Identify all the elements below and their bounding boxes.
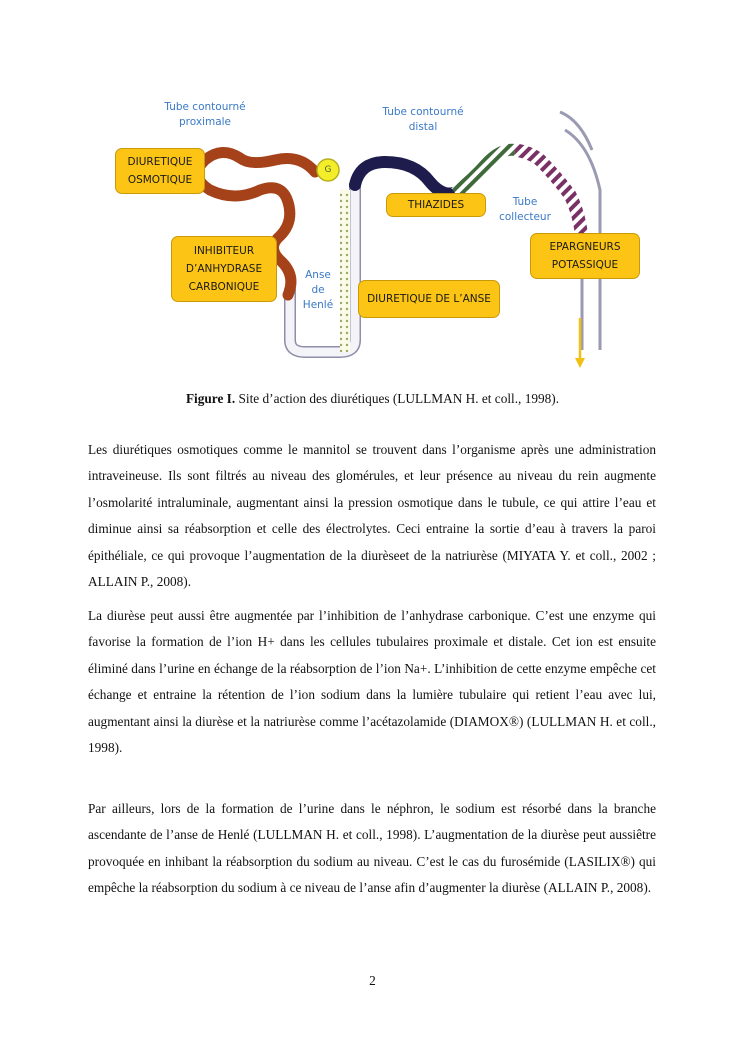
label-tube-proximal: Tube contourné proximale [164, 101, 246, 128]
caption-text: Site d’action des diurétiques (LULLMAN H. et coll., 1998). [235, 391, 560, 406]
box-inhibiteur-anhydrase: INHIBITEUR D’ANHYDRASE CARBONIQUE [171, 236, 277, 302]
distal-tubule [355, 162, 460, 194]
paragraph-henle: Par ailleurs, lors de la formation de l’urine dans le néphron, le sodium est résorbé dans la branche ascendante de l’anse de Henlé (LULLMAN H. et coll., 1998). L’augmentation de la diurèse peut aussiêtre provoquée en inhibant la réabsorption du sodium au niveau. C’est le cas du furosémide (LASILIX®) qui empêche la réabsorption du sodium à ce niveau de l’anse afin d’augmenter la diurèse (ALLAIN P., 2008). [88, 801, 656, 896]
label-tube-distal: Tube contourné distal [382, 106, 464, 133]
label-anse-henle: Anse de Henlé [302, 269, 334, 311]
figure-caption [0, 391, 745, 407]
box-diuretique-anse: DIURETIQUE DE L’ANSE [358, 280, 500, 318]
page-number: 2 [369, 973, 376, 988]
box-epargneurs-potassique: EPARGNEURS POTASSIQUE [530, 233, 640, 279]
label-tube-collecteur: Tube collecteur [499, 196, 551, 223]
box-diuretique-osmotique: DIURETIQUE OSMOTIQUE [115, 148, 205, 194]
glomerulus-label: G [324, 165, 332, 175]
caption-label: Figure I. [185, 391, 236, 406]
connecting-tubule [455, 150, 515, 193]
paragraph-anhydrase: La diurèse peut aussi être augmentée par l’inhibition de l’anhydrase carbonique. C’est une enzyme qui favorise la formation de l’ion H+ dans les cellules tubulaires proximale et distale. Cet ion est ensuite éliminé dans l’urine en échange de la réabsorption de l’ion Na+. L’inhibition de cette enzyme empêche cet échange et entraine la rétention de l’ion sodium dans la lumière tubulaire qui retient l’eau avec lui, augmentant ainsi la diurèse et la natriurèse comme l’acétazolamide (DIAMOX®) (LULLMAN H. et coll., 1998). [88, 608, 656, 756]
paragraph-osmotic: Les diurétiques osmotiques comme le mannitol se trouvent dans l’organisme après une administration intraveineuse. Ils sont filtrés au niveau des glomérules, et leur présence au niveau du rein augmente l’osmolarité intraluminale, augmentant ainsi la pression osmotique dans le tubule, ce qui attire l’eau et diminue ainsi sa réabsorption et celle des électrolytes. Ceci entraine la sortie d’eau à travers la paroi épithéliale, ce qui provoque l’augmentation de la diurèseet de la natriurèse (MIYATA Y. et coll., 2002 ; ALLAIN P., 2008). [88, 442, 656, 590]
box-thiazides: THIAZIDES [386, 193, 486, 217]
nephron-diagram [110, 90, 650, 380]
